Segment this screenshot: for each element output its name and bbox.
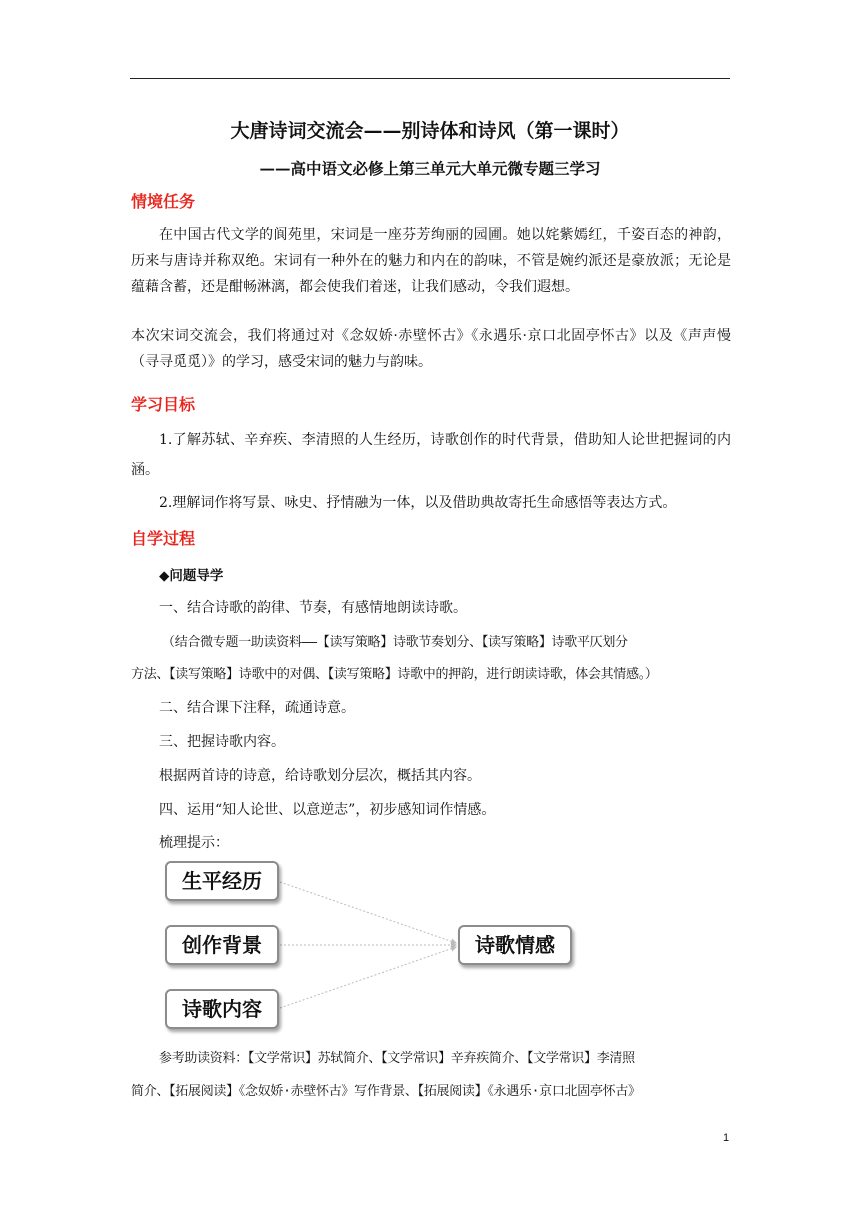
question-1-note-line-1: （结合微专题一助读资料——【读写策略】诗歌节奏划分、【读写策略】诗歌平仄划分 bbox=[162, 635, 628, 650]
diagram-box-poem-content: 诗歌内容 bbox=[165, 989, 279, 1029]
header-rule bbox=[130, 78, 730, 79]
connector-line-1 bbox=[280, 882, 456, 943]
question-2: 二、结合课下注释，疏通诗意。 bbox=[159, 700, 355, 716]
reference-line-2: 简介、【拓展阅读】《念奴娇·赤壁怀古》写作背景、【拓展阅读】《永遇乐·京口北固亭怀古》 bbox=[131, 1084, 641, 1099]
subheading-guided-questions: ◆问题导学 bbox=[159, 568, 224, 584]
diagram-box-poem-emotion: 诗歌情感 bbox=[458, 925, 572, 965]
question-1-note-line-2: 方法、【读写策略】诗歌中的对偶、【读写策略】诗歌中的押韵，进行朗读诗歌，体会其情感。） bbox=[131, 667, 658, 682]
question-3: 三、把握诗歌内容。 bbox=[159, 734, 285, 750]
section-heading-goals: 学习目标 bbox=[131, 395, 196, 414]
question-4: 四、运用“知人论世、以意逆志”，初步感知词作情感。 bbox=[159, 802, 496, 818]
diagram-box-life-experience: 生平经历 bbox=[165, 861, 279, 901]
page-title: 大唐诗词交流会——别诗体和诗风（第一课时） bbox=[230, 120, 630, 142]
hint-label: 梳理提示： bbox=[159, 835, 229, 851]
goal-1: 1.了解苏轼、辛弃疾、李清照的人生经历，诗歌创作的时代背景，借助知人论世把握词的内涵。 bbox=[131, 432, 731, 478]
connector-line-3 bbox=[280, 947, 456, 1008]
emotion-diagram bbox=[160, 855, 580, 1035]
goal-2: 2.理解词作将写景、咏史、抒情融为一体，以及借助典故寄托生命感悟等表达方式。 bbox=[159, 495, 677, 511]
section-heading-selfstudy: 自学过程 bbox=[131, 529, 196, 548]
section-heading-task: 情境任务 bbox=[131, 192, 196, 211]
page-subtitle: ——高中语文必修上第三单元大单元微专题三学习 bbox=[259, 159, 601, 178]
task-paragraph-1: 在中国古代文学的阆苑里，宋词是一座芬芳绚丽的园圃。她以姹紫嫣红，千姿百态的神韵，历来与唐诗并称双绝。宋词有一种外在的魅力和内在的韵味，不管是婉约派还是豪放派；无论是蕴藉含蓄，还是酣畅淋漓，都会使我们着迷，让我们感动，令我们遐想。 bbox=[131, 227, 731, 295]
task-paragraph-2: 本次宋词交流会，我们将通过对《念奴娇·赤壁怀古》《永遇乐·京口北固亭怀古》以及《声声慢（寻寻觅觅）》的学习，感受宋词的魅力与韵味。 bbox=[131, 328, 731, 370]
diagram-box-creation-background: 创作背景 bbox=[165, 925, 279, 965]
page-number: 1 bbox=[723, 1132, 730, 1144]
reference-line-1: 参考助读资料：【文学常识】苏轼简介、【文学常识】辛弃疾简介、【文学常识】李清照 bbox=[159, 1051, 635, 1066]
question-3-detail: 根据两首诗的诗意，给诗歌划分层次，概括其内容。 bbox=[159, 768, 481, 784]
question-1: 一、结合诗歌的韵律、节奏，有感情地朗读诗歌。 bbox=[159, 600, 467, 616]
